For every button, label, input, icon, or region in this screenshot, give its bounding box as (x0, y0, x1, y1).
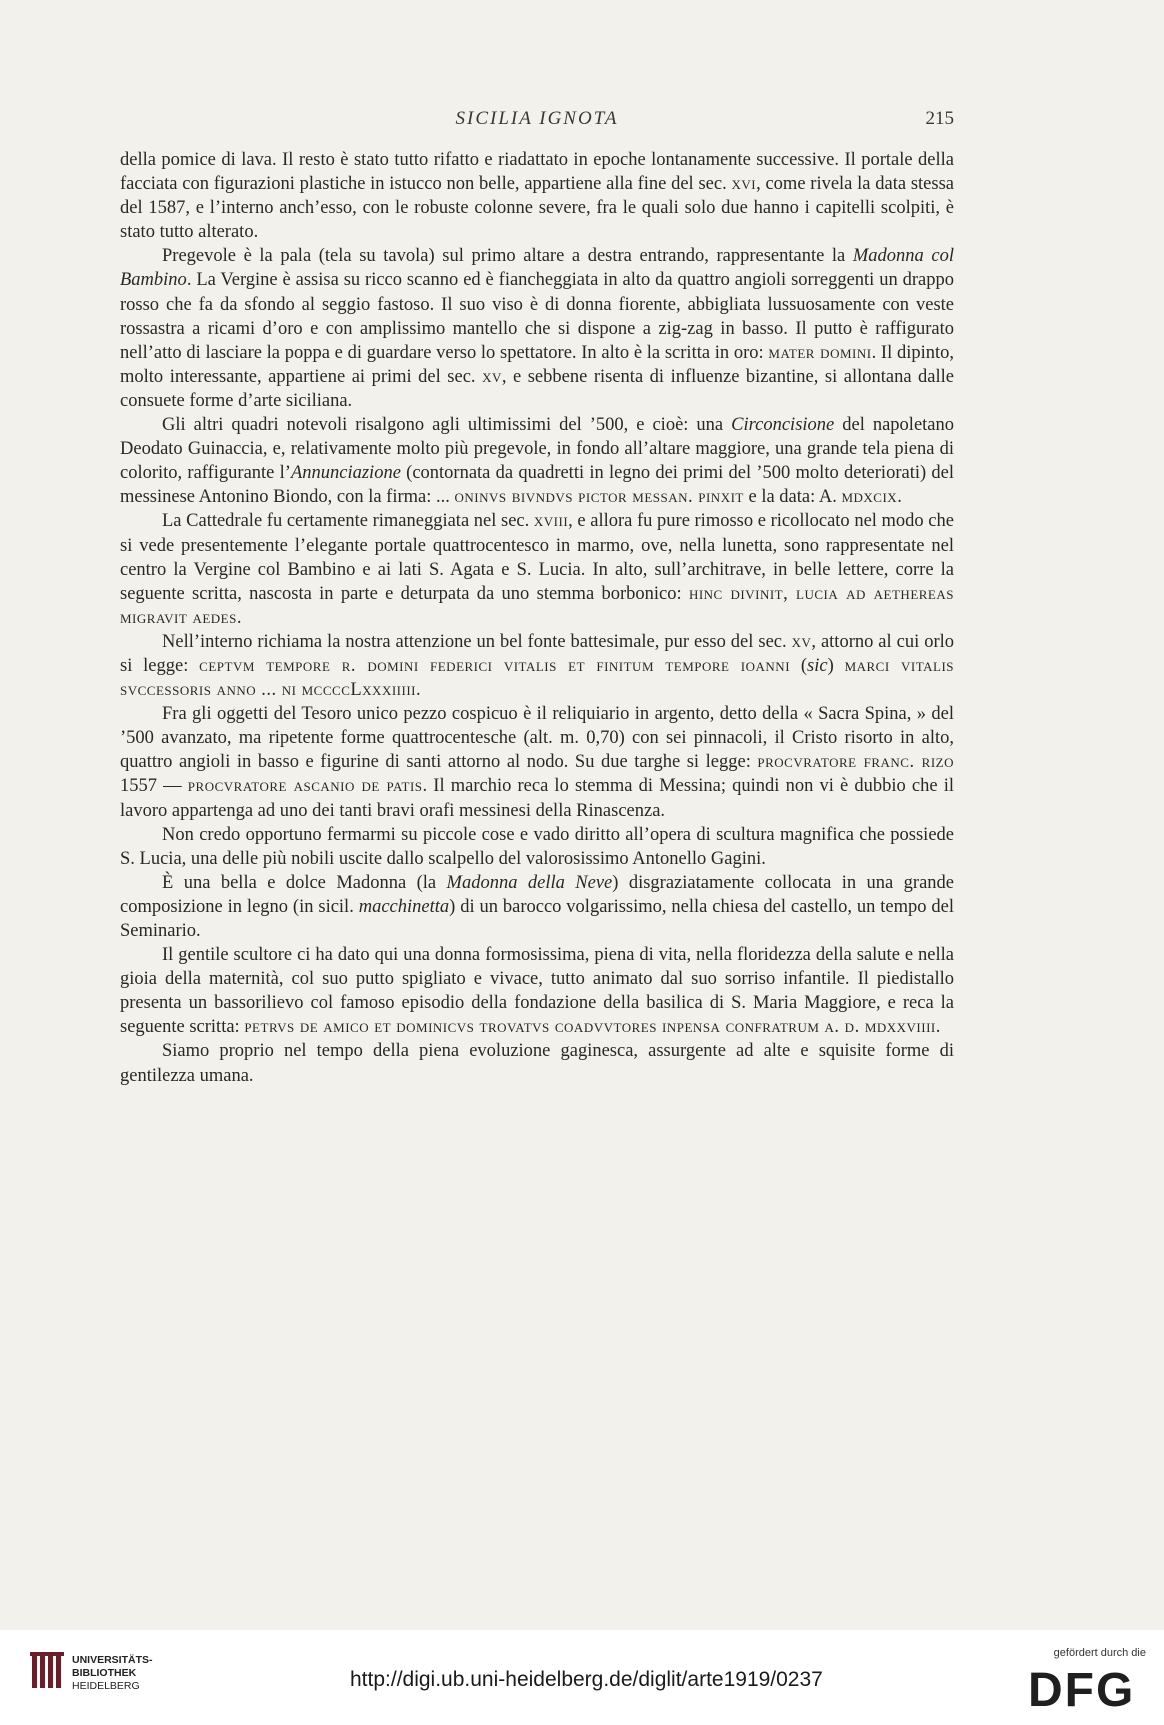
small-caps-text: xv (791, 631, 812, 652)
text-run: . (415, 680, 421, 701)
paragraph (120, 509, 954, 629)
text-run: La Cattedrale fu certamente rimaneggiata nel sec. (162, 511, 534, 532)
viewer-footer (0, 1630, 1164, 1725)
small-caps-text: petrvs de amico et dominicvs trovatvs coadvvtores inpensa confratrum a. d. mdxxviiii (244, 1017, 936, 1038)
text-run: . Il dipinto, molto interessante, appartiene ai primi del sec. (120, 342, 954, 387)
text-run: , e sebbene risenta di influenze bizantine, si allontana dalle consuete forme d’arte siciliana. (120, 366, 955, 411)
italic-text: Circoncisione (731, 415, 835, 436)
text-run: della pomice di lava. Il resto è stato tutto rifatto e riadattato in epoche lontanamente successive. Il portale della facciata con figurazioni plastiche in istucco non belle, appartiene alla fine del sec. (120, 150, 954, 195)
small-caps-text: xvi (731, 174, 757, 195)
paragraph (120, 943, 954, 1039)
dfg-logo-text: DFG (1028, 1664, 1136, 1710)
library-line-3: HEIDELBERG (72, 1680, 140, 1692)
text-run: Gli altri quadri notevoli risalgono agli ultimissimi del ’500, e cioè: una (162, 415, 732, 436)
text-run: . (236, 607, 242, 628)
italic-text: Madonna col Bambino (120, 246, 954, 291)
italic-text: sic (807, 655, 828, 676)
paragraph (120, 630, 954, 702)
small-caps-text: mater domini (768, 342, 872, 363)
text-run: ) disgraziatamente collocata in una grande composizione in legno (in sicil. (120, 872, 955, 917)
page-number: 215 (925, 108, 954, 129)
text-run: ) (827, 655, 845, 676)
small-caps-text: xviii (533, 511, 569, 532)
text-run: , attorno al cui orlo si legge: (120, 631, 954, 676)
paragraph (120, 413, 954, 509)
funding-label: gefördert durch die (1053, 1647, 1146, 1659)
paragraph (120, 244, 954, 413)
text-run: e la data: A. (743, 487, 842, 508)
text-run: . La Vergine è assisa su ricco scanno ed è fiancheggiata in alto da quattro angioli sorreggenti un drappo rosso che fa da sfondo al seggio fastoso. Il suo viso è di donna fiorente, abbigliata lussuosamente con veste rossastra a ricami d’oro e con amplissimo mantello che si dispone a zig-zag in basso. Il putto è raffigurato nell’atto di lasciare la poppa e di guardare verso lo spettatore. In alto è la scritta in oro: (120, 270, 954, 363)
small-caps-text: hinc divinit, lucia ad aethereas migravit aedes (120, 583, 954, 628)
body-text (120, 148, 954, 1088)
dfg-logo-icon (1028, 1664, 1146, 1710)
library-line-2: BIBLIOTHEK (72, 1667, 137, 1679)
paragraph (120, 148, 954, 244)
library-name (72, 1654, 153, 1693)
paragraph (120, 1039, 954, 1087)
small-caps-text: oninvs bivndvs pictor messan. pinxit (454, 487, 744, 508)
text-run: Non credo opportuno fermarmi su piccole cose e vado diritto all’opera di scultura magnifica che possiede S. Lucia, una delle più nobili uscite dallo scalpello del valorosissimo Antonello Gagini. (120, 824, 954, 869)
small-caps-text: mdxcix (841, 487, 898, 508)
italic-text: macchinetta (358, 896, 450, 917)
university-library-logo-icon (30, 1652, 64, 1692)
text-run: . (935, 1017, 941, 1038)
text-run: del napoletano Deodato Guinaccia, e, relativamente molto più pregevole, in fondo all’altare maggiore, una grande tela piena di colorito, raffigurante l’ (120, 415, 955, 484)
running-title: SICILIA IGNOTA (455, 108, 619, 129)
text-run: Il gentile scultore ci ha dato qui una donna formosissima, piena di vita, nella floridezza della salute e nella gioia della maternità, col suo putto spigliato e vivace, tutto animato dal suo sorriso infantile. Il piedistallo presenta un bassorilievo col famoso episodio della fondazione della basilica di S. Maria Maggiore, e reca la seguente scritta: (120, 945, 954, 1038)
text-run: ( (790, 655, 808, 676)
small-caps-text: xv (482, 366, 502, 387)
text-run: È una bella e dolce Madonna (la (162, 872, 447, 893)
small-caps-text: ceptvm tempore r. domini federici vitalis et finitum tempore ioanni (199, 655, 791, 676)
text-run: Fra gli oggetti del Tesoro unico pezzo cospicuo è il reliquiario in argento, detto della « Sacra Spina, » del ’500 avanzato, ma ripetente forme quattrocentesche (alt. m. 0,70) con sei pinnacoli, il Cristo risorto in alto, quattro angioli in basso e figurine di santi attorno al nodo. Su due targhe si legge: (120, 704, 954, 773)
paragraph (120, 823, 954, 871)
text-run: , e allora fu pure rimosso e ricollocato nel modo che si vede presentemente l’elegante portale quattrocentesco in marmo, ove, nella lunetta, sono rappresentate nel centro la Vergine col Bambino e ai lati S. Agata e S. Lucia. In alto, sull’architrave, in belle lettere, corre la seguente scritta, nascosta in parte e deturpata da uno stemma borbonico: (120, 511, 954, 604)
small-caps-text: procvratore ascanio de patis (187, 776, 423, 797)
text-run: (contornata da quadretti in legno dei primi del ’500 molto deteriorati) del messinese Antonino Biondo, con la firma: ... (120, 463, 954, 508)
small-caps-text: marci vitalis svccessoris anno ... ni mccccLxxxiiiii (120, 655, 955, 701)
text-run: , come rivela la data stessa del 1587, e l’interno anch’esso, con le robuste colonne severe, fra le quali solo due hanno i capitelli scolpiti, è stato tutto alterato. (120, 174, 955, 243)
text-run: ) di un barocco volgarissimo, nella chiesa del castello, un tempo del Seminario. (120, 896, 955, 941)
text-run: 1557 — (120, 776, 188, 797)
paragraph (120, 702, 954, 822)
running-head (120, 108, 954, 138)
text-run: . (897, 487, 902, 508)
small-caps-text: procvratore franc. rizo (757, 752, 954, 773)
paragraph (120, 871, 954, 943)
permalink-url[interactable]: http://digi.ub.uni-heidelberg.de/diglit/arte1919/0237 (350, 1668, 823, 1691)
text-run: . Il marchio reca lo stemma di Messina; quindi non vi è dubbio che il lavoro appartenga ad uno dei tanti bravi orafi messinesi della Rinascenza. (120, 776, 954, 821)
italic-text: Madonna della Neve (446, 872, 613, 893)
text-run: Pregevole è la pala (tela su tavola) sul primo altare a destra entrando, rappresentante la (162, 246, 853, 267)
text-run: Siamo proprio nel tempo della piena evoluzione gaginesca, assurgente ad alte e squisite forme di gentilezza umana. (120, 1041, 954, 1086)
library-line-1: UNIVERSITÄTS- (72, 1654, 153, 1666)
text-run: Nell’interno richiama la nostra attenzione un bel fonte battesimale, pur esso del sec. (162, 631, 792, 652)
italic-text: Annunciazione (290, 463, 401, 484)
